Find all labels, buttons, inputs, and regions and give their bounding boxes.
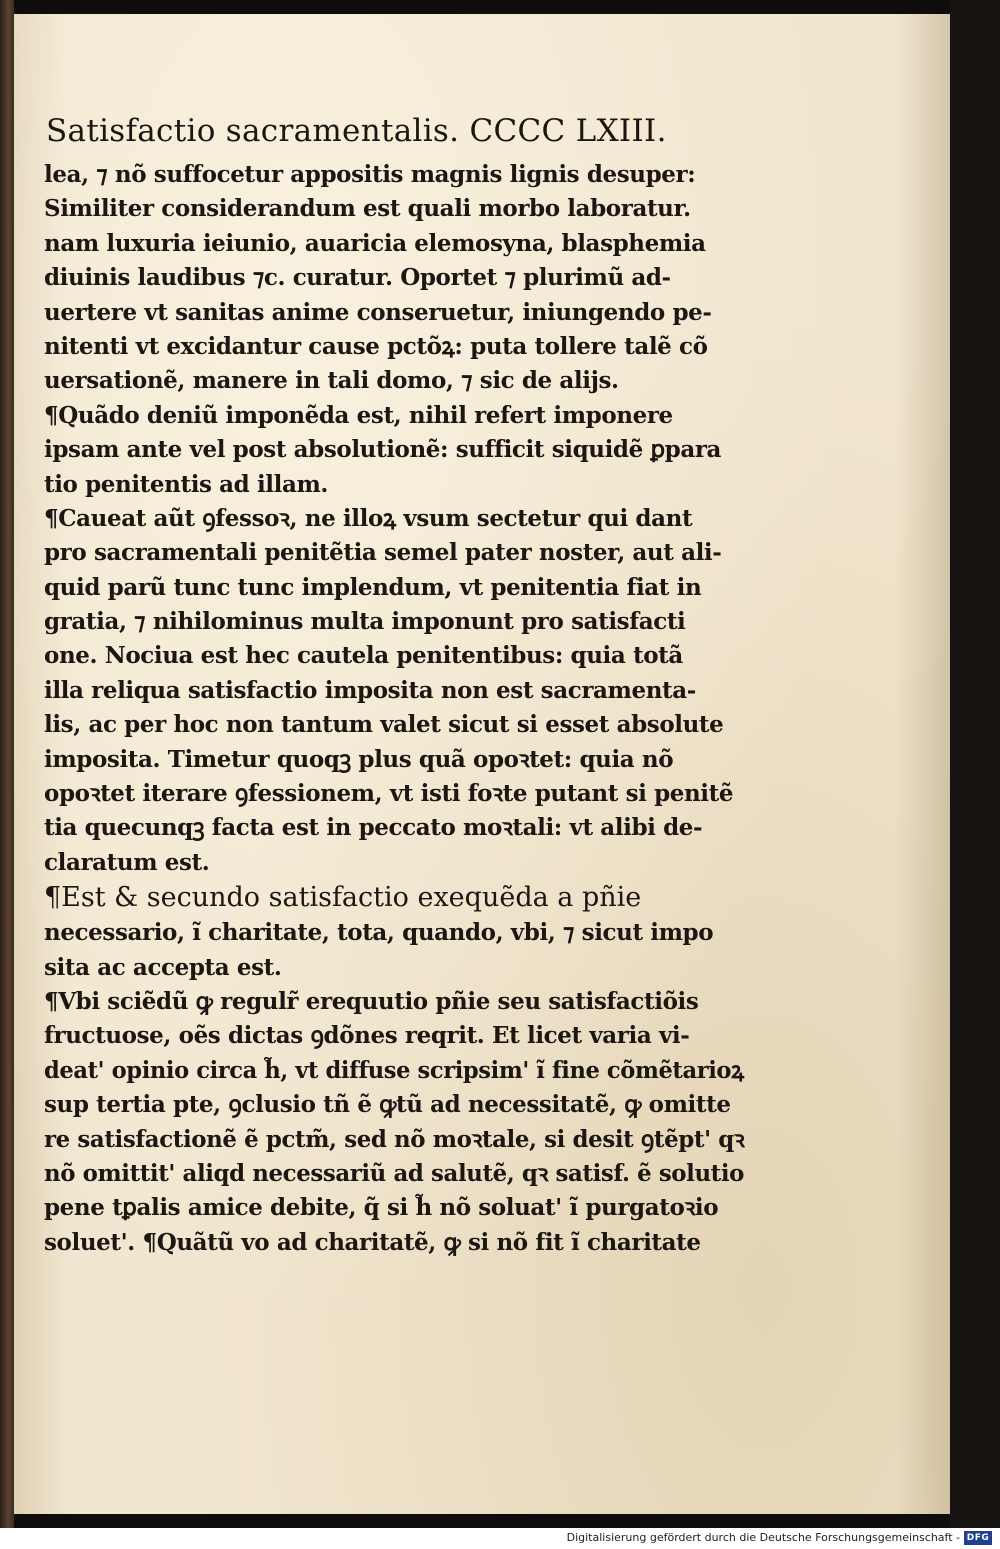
text-line: Similiter considerandum est quali morbo laboratur. xyxy=(44,195,691,223)
text-line: uersationẽ, manere in tali domo, ⁊ sic de alijs. xyxy=(44,367,619,395)
footer-bar xyxy=(0,1528,1000,1549)
text-line: re satisfactionẽ ẽ pctm̃, sed nõ moꝛtale, si desit ꝯtẽpt' qꝛ xyxy=(44,1125,745,1153)
text-line: gratia, ⁊ nihilominus multa imponunt pro satisfacti xyxy=(44,608,686,636)
text-line: tia quecunqꝫ facta est in peccato moꝛtali: vt alibi de- xyxy=(44,814,703,842)
text-line: ¶Vbi sciẽdũ ꝙ regulr̃ erequutio pñie seu satisfactiõis xyxy=(44,987,699,1015)
text-line: lea, ⁊ nõ suffocetur appositis magnis lignis desuper: xyxy=(44,161,696,188)
text-line: diuinis laudibus ⁊c. curatur. Oportet ⁊ plurimũ ad- xyxy=(44,264,671,292)
text-line: soluet'. ¶Quãtũ vo ad charitatẽ, ꝙ si nõ fit ĩ charitate xyxy=(44,1228,701,1256)
text-line: necessario, ĩ charitate, tota, quando, vbi, ⁊ sicut impo xyxy=(44,919,714,947)
text-line: illa reliqua satisfactio imposita non est sacramenta- xyxy=(44,676,696,704)
text-line: claratum est. xyxy=(44,848,210,876)
text-line: tio penitentis ad illam. xyxy=(44,470,329,498)
book-edge xyxy=(0,0,14,1528)
text-line: quid parũ tunc tunc implendum, vt penitentia fiat in xyxy=(44,573,702,601)
text-line: nitenti vt excidantur cause pctõꝝ: puta tollere talẽ cõ xyxy=(44,332,708,360)
text-line: nam luxuria ieiunio, auaricia elemosyna, blasphemia xyxy=(44,229,706,257)
text-line: imposita. Timetur quoqꝫ plus quã opoꝛtet: quia nõ xyxy=(44,745,674,773)
page-text xyxy=(44,104,744,1260)
text-line: one. Nociua est hec cautela penitentibus: quia totã xyxy=(44,642,683,670)
text-line: pene tꝑalis amice debite, q̃ si h̃ nõ soluat' ĩ purgatoꝛio xyxy=(44,1194,719,1222)
text-line: nõ omittit' aliqd necessariũ ad salutẽ, qꝛ satisf. ẽ solutio xyxy=(44,1159,744,1187)
text-line: opoꝛtet iterare ꝯfessionem, vt isti foꝛte putant si penitẽ xyxy=(44,780,734,808)
funding-credit: Digitalisierung gefördert durch die Deutsche Forschungsgemeinschaft - xyxy=(566,1531,960,1544)
text-line-large: ¶Est & secundo satisfactio exequẽda a pñie xyxy=(44,882,642,914)
text-line: sita ac accepta est. xyxy=(44,953,282,981)
text-line: ¶Caueat aũt ꝯfessoꝛ, ne illoꝝ vsum sectetur qui dant xyxy=(44,504,693,532)
text-line: uertere vt sanitas anime conseruetur, iniungendo pe- xyxy=(44,298,712,326)
dfg-logo-icon: DFG xyxy=(964,1531,992,1545)
text-line: deat' opinio circa h̃, vt diffuse scripsim' ĩ fine cõmẽtarioꝝ xyxy=(44,1056,744,1084)
text-line: ipsam ante vel post absolutionẽ: sufficit siquidẽ ꝑpara xyxy=(44,436,722,464)
running-header: Satisfactio sacramentalis. CCCC LXIII. xyxy=(46,113,667,149)
text-line: sup tertia pte, ꝯclusio tñ ẽ ꝙtũ ad necessitatẽ, ꝙ omitte xyxy=(44,1091,731,1119)
text-line: lis, ac per hoc non tantum valet sicut si esset absolute xyxy=(44,711,724,739)
scan-right-margin xyxy=(950,0,1000,1528)
text-line: ¶Quãdo deniũ imponẽda est, nihil refert imponere xyxy=(44,401,673,429)
text-line: pro sacramentali penitẽtia semel pater noster, aut ali- xyxy=(44,539,722,567)
text-line: fructuose, oẽs dictas ꝯdõnes reqrit. Et licet varia vi- xyxy=(44,1022,690,1050)
